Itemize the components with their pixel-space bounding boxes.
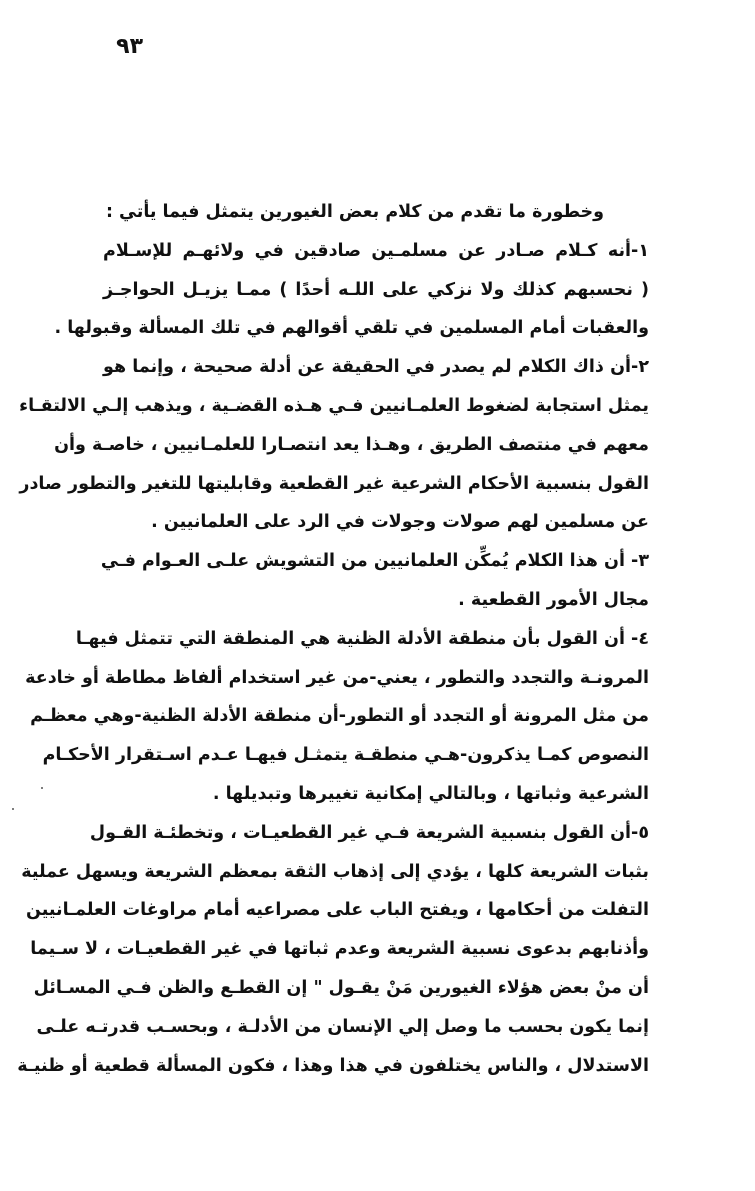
text-line: يمثل استجابة لضغوط العلمـانيين فـي هـذه القضـية ، ويذهب إلـي الالتقـاء [19,395,649,416]
text-line: ( نحسبهم كذلك ولا نزكي على اللـه أحدًا ) ممـا يزيـل الحواجـز [103,279,649,300]
text-line: ٥-أن القول بنسبية الشريعة فـي غير القطعيـات ، وتخطئـة القـول [89,822,649,843]
text-line: وخطورة ما تقدم من كلام بعض الغيورين يتمثل فيما يأتي : [105,202,604,222]
text-line: التفلت من أحكامها ، ويفتح الباب على مصراعيه أمام مراوغات العلمـانيين [25,900,649,921]
text-line: إنما يكون بحسب ما وصل إلي الإنسان من الأدلـة ، وبحسـب قدرتـه علـى [36,1016,649,1037]
text-line: أن منْ بعض هؤلاء الغيورين مَنْ يقـول " إن القطـع والظن فـي المسـائل [33,977,649,998]
text-line: عن مسلمين لهم صولات وجولات في الرد على العلمانيين . [151,512,649,533]
scan-speck [41,787,43,789]
text-line: وأذنابهم بدعوى نسبية الشريعة وعدم ثباتها في غير القطعيـات ، لا سـيما [30,939,649,960]
body-text [17,193,649,1085]
text-line: النصوص كمـا يذكرون-هـي منطقـة يتمثـل فيهـا عـدم اسـتقرار الأحكـام [42,745,649,766]
page-number: ٩٣ [116,34,143,59]
text-line: بثبات الشريعة كلها ، يؤدي إلى إذهاب الثقة بمعظم الشريعة ويسهل عملية [21,861,649,882]
text-line: القول بنسبية الأحكام الشرعية غير القطعية وقابليتها للتغير والتطور صادر [19,473,649,494]
text-line: مجال الأمور القطعية . [458,589,649,610]
text-line: والعقبات أمام المسلمين في تلقي أقوالهم في تلك المسألة وقبولها . [54,318,649,339]
text-line: ٢-أن ذاك الكلام لم يصدر في الحقيقة عن أدلة صحيحة ، وإنما هو [103,357,649,378]
text-line: الاستدلال ، والناس يختلفون في هذا وهذا ، فكون المسألة قطعية أو ظنيـة [17,1055,649,1076]
scan-speck [12,808,14,810]
text-line: معهم في منتصف الطريق ، وهـذا يعد انتصـارا للعلمـانيين ، خاصـة وأن [54,434,649,455]
text-line: من مثل المرونة أو التجدد أو التطور-أن منطقة الأدلة الظنية-وهي معظـم [30,706,649,727]
text-line: المرونـة والتجدد والتطور ، يعني-من غير استخدام ألفاظ مطاطة أو خادعة [25,667,649,688]
text-line: الشرعية وثباتها ، وبالتالي إمكانية تغييرها وتبديلها . [212,783,649,804]
text-line: ١-أنه كـلام صـادر عن مسلمـين صادقين في ولائهـم للإسـلام [103,240,649,261]
text-line: ٣- أن هذا الكلام يُمكِّن العلمانيين من التشويش علـى العـوام فـي [100,551,649,572]
text-line: ٤- أن القول بأن منطقة الأدلة الظنية هي المنطقة التي تتمثل فيهـا [75,628,649,649]
